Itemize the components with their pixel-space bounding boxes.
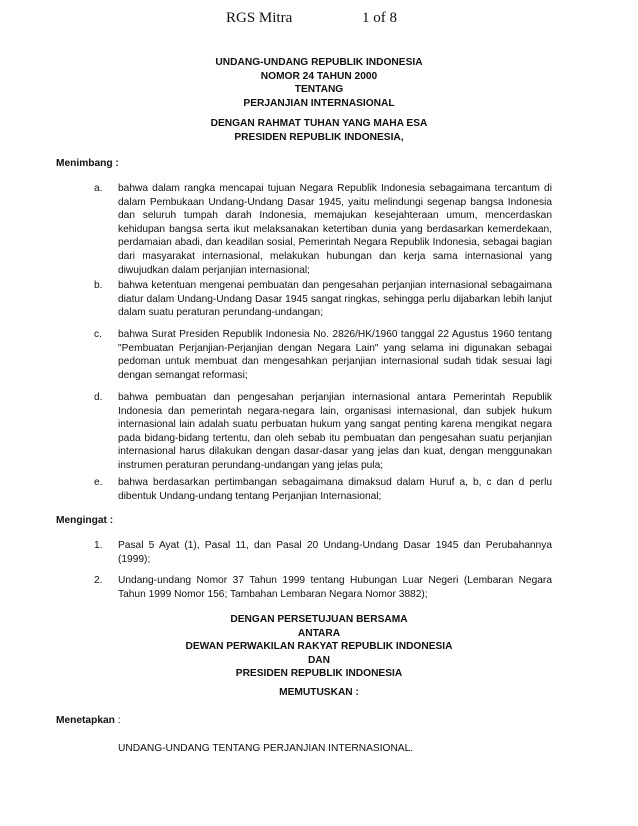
persetujuan-line: DEWAN PERWAKILAN RAKYAT REPUBLIK INDONESIA: [185, 641, 453, 653]
menimbang-item: [94, 328, 552, 382]
mengingat-label: Mengingat :: [56, 515, 114, 526]
item-text: bahwa dalam rangka mencapai tujuan Negara Republik Indonesia sebagaimana tercantum di dalam Pembukaan Undang-Undang Dasar 1945, yaitu melindungi segenap bangsa Indonesia dan seluruh tumpah darah Indonesia, memajukan kesejahteraan umum, mencerdaskan kehidupan bangsa serta ikut melaksanakan ketertiban dunia yang berdasarkan kemerdekaan, perdamaian abadi, dan keadilan sosial, Pemerintah Negara Republik Indonesia, sebagai bagian dari masyarakat internasional, melakukan hubungan dan kerja sama internasional yang diwujudkan dalam perjanjian internasional;: [118, 183, 552, 276]
law-title-line: UNDANG-UNDANG REPUBLIK INDONESIA: [215, 57, 423, 68]
menimbang-label: Menimbang :: [56, 158, 119, 169]
menimbang-item: [94, 182, 552, 277]
memutuskan-heading: MEMUTUSKAN :: [279, 687, 359, 698]
law-title-line: PERJANJIAN INTERNASIONAL: [243, 97, 395, 109]
item-text: bahwa berdasarkan pertimbangan sebagaimana dimaksud dalam Huruf a, b, c dan d perlu dibentuk Undang-undang tentang Perjanjian Internasional;: [118, 477, 552, 502]
item-text: bahwa pembuatan dan pengesahan perjanjian internasional antara Pemerintah Republik Indonesia dan pemerintah negara-negara lain, organisasi internasional, dan subjek hukum internasional lain adalah suatu perbuatan hukum yang sangat penting karena mengikat negara pada bidang-bidang tertentu, dan oleh sebab itu pembuatan dan pengesahan suatu perjanjian internasional harus dilakukan dengan dasar-dasar yang jelas dan kuat, dengan menggunakan instrumen peraturan perundang-undangan yang jelas pula;: [118, 392, 552, 471]
item-marker: b.: [94, 280, 103, 291]
menetapkan-colon: :: [114, 715, 121, 726]
persetujuan-line: PRESIDEN REPUBLIK INDONESIA: [235, 668, 403, 680]
law-title: [0, 56, 638, 110]
menimbang-item: [94, 476, 552, 503]
menetapkan-label-text: Menetapkan: [56, 715, 115, 726]
persetujuan-line: DENGAN PERSETUJUAN BERSAMA: [230, 614, 408, 625]
item-marker: c.: [94, 329, 102, 340]
item-marker: d.: [94, 392, 103, 403]
item-marker: a.: [94, 183, 103, 194]
item-text: Undang-undang Nomor 37 Tahun 1999 tentang Hubungan Luar Negeri (Lembaran Negara Tahun 1999 Nomor 156; Tambahan Lembaran Negara Nomor 3882);: [118, 575, 552, 600]
item-text: Pasal 5 Ayat (1), Pasal 11, dan Pasal 20 Undang-Undang Dasar 1945 dan Perubahannya (1999);: [118, 540, 552, 565]
header-title: RGS Mitra: [226, 10, 293, 26]
item-marker: 1.: [94, 540, 103, 551]
item-marker: e.: [94, 477, 103, 488]
law-title-line: TENTANG: [294, 84, 344, 96]
page-number: 1 of 8: [362, 10, 397, 26]
preamble-line: PRESIDEN REPUBLIK INDONESIA,: [234, 131, 404, 143]
mengingat-item: [94, 574, 552, 601]
menimbang-item: [94, 279, 552, 320]
preamble-line: DENGAN RAHMAT TUHAN YANG MAHA ESA: [210, 118, 428, 129]
item-marker: 2.: [94, 575, 103, 586]
menimbang-item: [94, 391, 552, 473]
item-text: bahwa Surat Presiden Republik Indonesia No. 2826/HK/1960 tanggal 22 Agustus 1960 tentang "Pembuatan Perjanjian-Perjanjian dengan Negara Lain" yang selama ini digunakan sebagai pedoman untuk membuat dan mengesahkan perjanjian internasional sudah tidak sesuai lagi dengan semangat reformasi;: [118, 329, 552, 381]
persetujuan-block: [0, 613, 638, 681]
menetapkan-label: [56, 714, 121, 728]
menetapkan-text: UNDANG-UNDANG TENTANG PERJANJIAN INTERNASIONAL.: [118, 743, 414, 754]
page-header: [0, 10, 638, 30]
persetujuan-line: ANTARA: [297, 627, 341, 639]
law-title-line: NOMOR 24 TAHUN 2000: [260, 70, 378, 82]
persetujuan-line: DAN: [307, 654, 331, 666]
item-text: bahwa ketentuan mengenai pembuatan dan pengesahan perjanjian internasional sebagaimana diatur dalam Undang-Undang Dasar 1945 sangat ringkas, sehingga perlu dijabarkan lebih lanjut dalam suatu peraturan perundang-undangan;: [118, 280, 552, 319]
mengingat-item: [94, 539, 552, 566]
preamble: [0, 117, 638, 144]
